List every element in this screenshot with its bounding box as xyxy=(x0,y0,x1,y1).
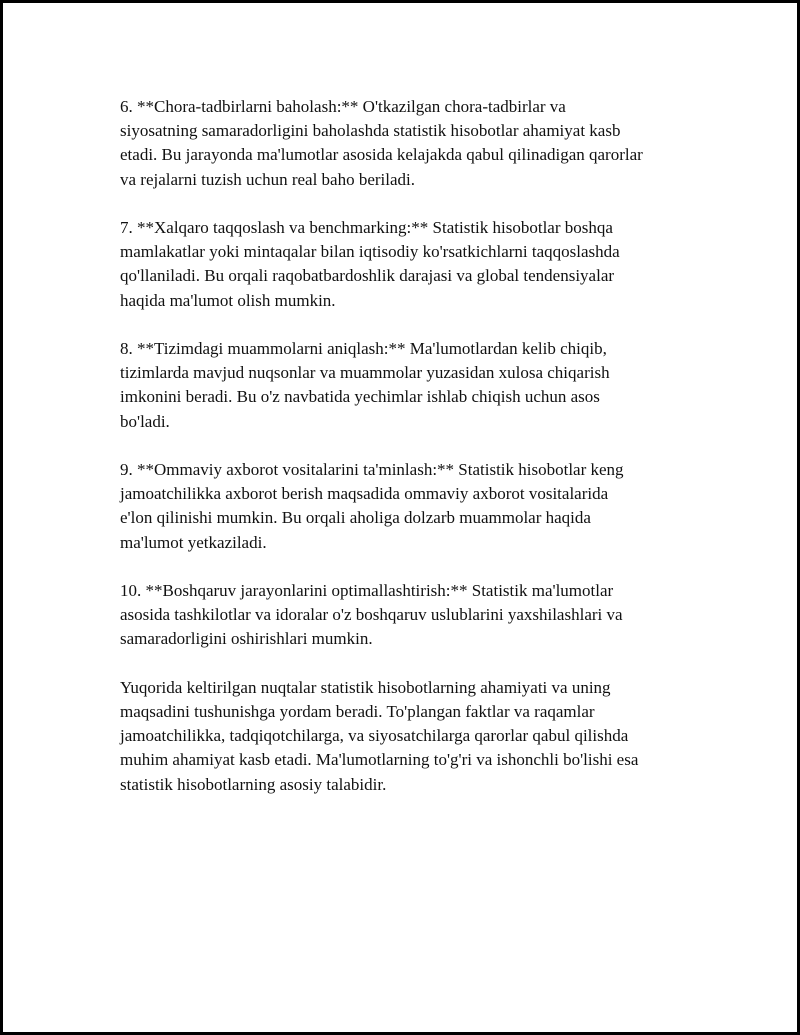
paragraph-item-9: 9. **Ommaviy axborot vositalarini ta'minlash:** Statistik hisobotlar keng jamoatchilikka axborot berish maqsadida ommaviy axborot vositalarida e'lon qilinishi mumkin. Bu orqali aholiga dolzarb muammolar haqida ma'lumot yetkaziladi. xyxy=(120,460,624,552)
paragraph-item-8: 8. **Tizimdagi muammolarni aniqlash:** Ma'lumotlardan kelib chiqib, tizimlarda mavjud nuqsonlar va muammolar yuzasidan xulosa chiqarish imkonini beradi. Bu o'z navbatida yechimlar ishlab chiqish uchun asos bo'ladi. xyxy=(120,339,610,431)
paragraph-item-7: 7. **Xalqaro taqqoslash va benchmarking:** Statistik hisobotlar boshqa mamlakatlar yoki mintaqalar bilan iqtisodiy ko'rsatkichlarni taqqoslashda qo'llaniladi. Bu orqali raqobatbardoshlik darajasi va global tendensiyalar haqida ma'lumot olish mumkin. xyxy=(120,218,620,310)
document-body xyxy=(120,95,695,821)
paragraph-item-6: 6. **Chora-tadbirlarni baholash:** O'tkazilgan chora-tadbirlar va siyosatning samaradorligini baholashda statistik hisobotlar ahamiyat kasb etadi. Bu jarayonda ma'lumotlar asosida kelajakda qabul qilinadigan qarorlar va rejalarni tuzish uchun real baho beriladi. xyxy=(120,97,643,189)
conclusion-paragraph: Yuqorida keltirilgan nuqtalar statistik hisobotlarning ahamiyati va uning maqsadini tushunishga yordam beradi. To'plangan faktlar va raqamlar jamoatchilikka, tadqiqotchilarga, va siyosatchilarga qarorlar qabul qilishda muhim ahamiyat kasb etadi. Ma'lumotlarning to'g'ri va ishonchli bo'lishi esa statistik hisobotlarning asosiy talabidir. xyxy=(120,677,639,794)
paragraph-item-10: 10. **Boshqaruv jarayonlarini optimallashtirish:** Statistik ma'lumotlar asosida tashkilotlar va idoralar o'z boshqaruv uslublarini yaxshilashlari va samaradorligini oshirishlari mumkin. xyxy=(120,581,623,649)
